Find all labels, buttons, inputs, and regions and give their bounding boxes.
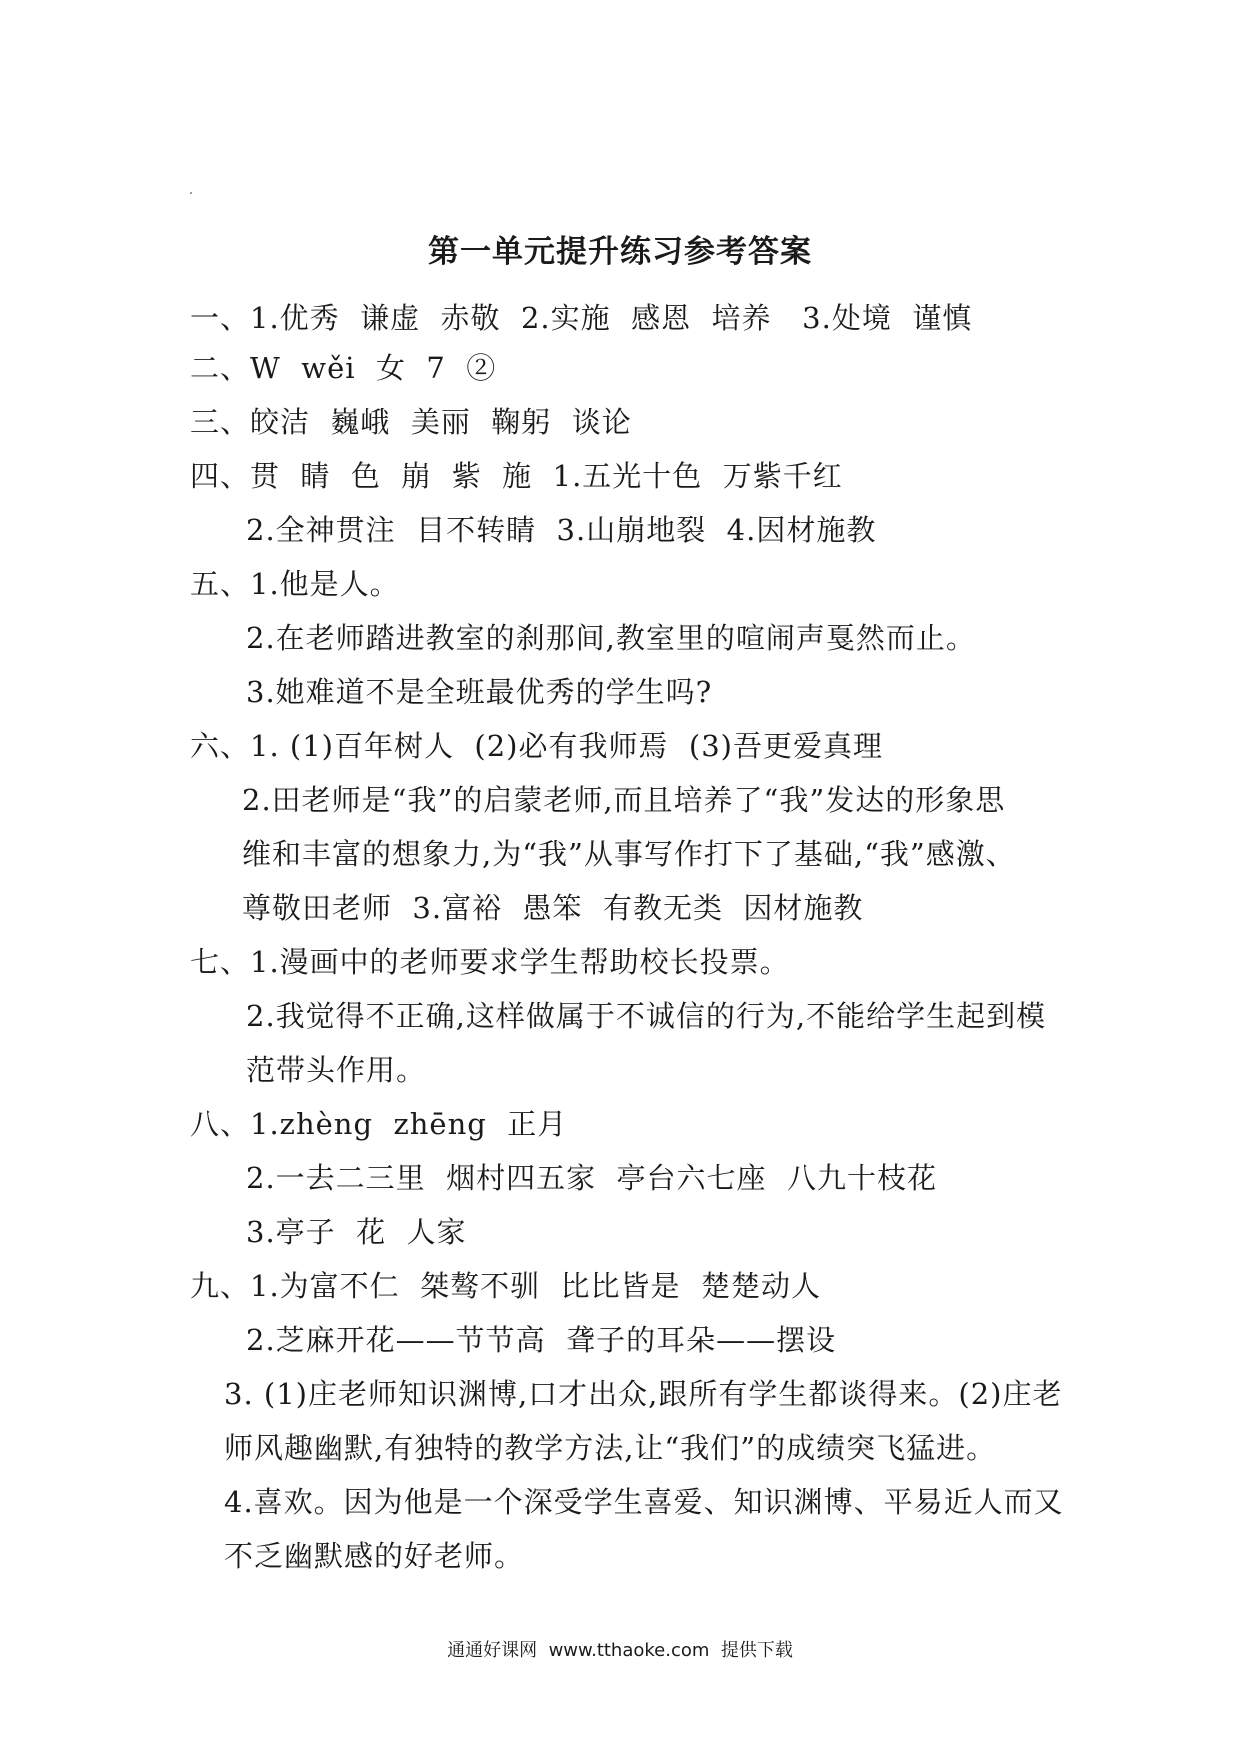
answer-line-6d: 尊敬田老师 3.富裕 愚笨 有教无类 因材施教	[242, 891, 864, 925]
answer-line-3: 三、皎洁 巍峨 美丽 鞠躬 谈论	[190, 405, 632, 439]
answer-line-7: 七、1.漫画中的老师要求学生帮助校长投票。	[190, 945, 790, 979]
answer-line-9d: 师风趣幽默,有独特的教学方法,让“我们”的成绩突飞猛进。	[224, 1431, 997, 1465]
answer-line-4: 四、贯 睛 色 崩 紫 施 1.五光十色 万紫千红	[190, 459, 843, 493]
answer-line-5b: 2.在老师踏进教室的刹那间,教室里的喧闹声戛然而止。	[246, 621, 976, 655]
answer-line-9e: 4.喜欢。因为他是一个深受学生喜爱、知识渊博、平易近人而又	[224, 1485, 1064, 1519]
answer-line-8b: 2.一去二三里 烟村四五家 亭台六七座 八九十枝花	[246, 1161, 937, 1195]
answer-line-6b: 2.田老师是“我”的启蒙老师,而且培养了“我”发达的形象思	[242, 783, 1006, 817]
answer-line-9f: 不乏幽默感的好老师。	[224, 1539, 525, 1573]
answer-line-8c: 3.亭子 花 人家	[246, 1215, 467, 1249]
answer-line-5c: 3.她难道不是全班最优秀的学生吗?	[246, 675, 713, 709]
scan-speck	[190, 192, 192, 194]
answer-line-6c: 维和丰富的想象力,为“我”从事写作打下了基础,“我”感激、	[242, 837, 1016, 871]
answer-line-6: 六、1. (1)百年树人 (2)必有我师焉 (3)吾更爱真理	[190, 729, 883, 763]
answer-line-7c: 范带头作用。	[246, 1053, 427, 1087]
answer-line-8: 八、1.zhèng zhēng 正月	[190, 1107, 568, 1141]
answer-line-4b: 2.全神贯注 目不转睛 3.山崩地裂 4.因材施教	[246, 513, 877, 547]
answer-line-7b: 2.我觉得不正确,这样做属于不诚信的行为,不能给学生起到模	[246, 999, 1047, 1033]
answer-line-1: 一、1.优秀 谦虚 赤敬 2.实施 感恩 培养 3.处境 谨慎	[190, 301, 973, 335]
answer-line-5: 五、1.他是人。	[190, 567, 400, 601]
answer-line-2: 二、W wěi 女 7 ②	[190, 351, 497, 385]
footer-credit: 通通好课网 www.tthaoke.com 提供下载	[447, 1640, 793, 1661]
answer-line-9c: 3. (1)庄老师知识渊博,口才出众,跟所有学生都谈得来。(2)庄老	[224, 1377, 1063, 1411]
answer-line-9: 九、1.为富不仁 桀骜不驯 比比皆是 楚楚动人	[190, 1269, 821, 1303]
answer-line-9b: 2.芝麻开花——节节高 聋子的耳朵——摆设	[246, 1323, 837, 1357]
page-title: 第一单元提升练习参考答案	[428, 234, 812, 270]
